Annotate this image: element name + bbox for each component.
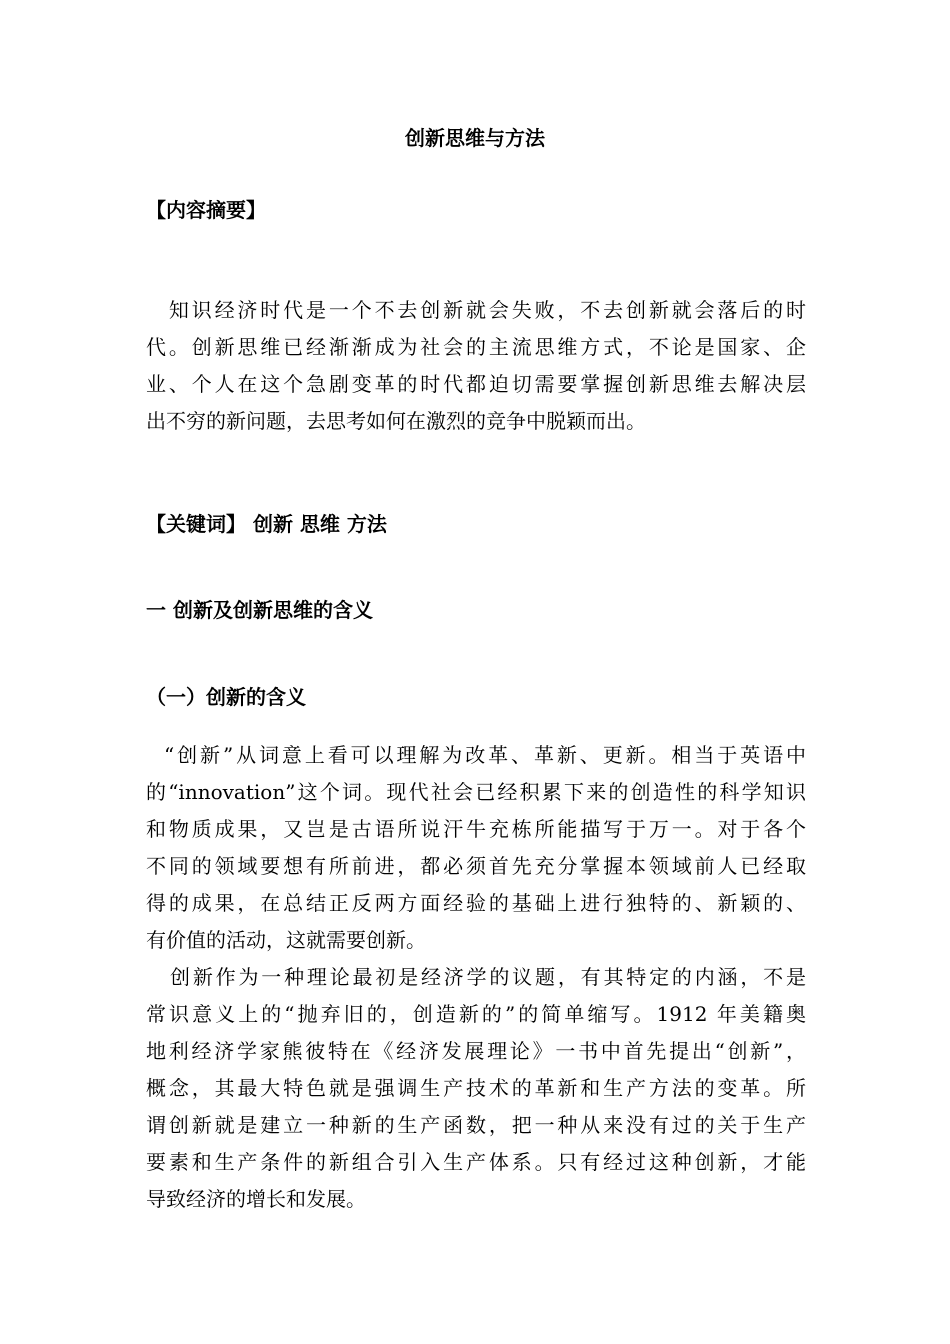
paragraph-line: 概念，其最大特色就是强调生产技术的革新和生产方法的变革。所 xyxy=(146,1076,806,1100)
paragraph-line: 的“innovation”这个词。现代社会已经积累下来的创造性的科学知识 xyxy=(146,780,806,804)
abstract-line: 出不穷的新问题，去思考如何在激烈的竞争中脱颖而出。 xyxy=(146,409,646,433)
abstract-heading: 【内容摘要】 xyxy=(146,198,266,222)
document-title: 创新思维与方法 xyxy=(405,126,545,150)
paragraph-line: 有价值的活动，这就需要创新。 xyxy=(146,928,426,952)
abstract-paragraph xyxy=(146,292,806,440)
paragraph-line: 导致经济的增长和发展。 xyxy=(146,1187,366,1211)
paragraph-line: 地利经济学家熊彼特在《经济发展理论》一书中首先提出“创新”， xyxy=(146,1039,806,1063)
subsection-heading: （一）创新的含义 xyxy=(146,685,306,709)
paragraph-line: 常识意义上的“抛弃旧的，创造新的”的简单缩写。1912 年美籍奥 xyxy=(146,1002,806,1026)
abstract-line: 知识经济时代是一个不去创新就会失败，不去创新就会落后的时 xyxy=(146,298,806,322)
body-paragraph-1 xyxy=(146,737,806,959)
body-paragraph-2 xyxy=(146,959,806,1218)
paragraph-line: “创新”从词意上看可以理解为改革、革新、更新。相当于英语中 xyxy=(164,743,806,767)
keywords-line: 【关键词】 创新 思维 方法 xyxy=(146,512,387,536)
paragraph-line: 不同的领域要想有所前进，都必须首先充分掌握本领域前人已经取 xyxy=(146,854,806,878)
abstract-line: 代。创新思维已经渐渐成为社会的主流思维方式，不论是国家、企 xyxy=(146,335,806,359)
paragraph-line: 得的成果，在总结正反两方面经验的基础上进行独特的、新颖的、 xyxy=(146,891,806,915)
paragraph-line: 创新作为一种理论最初是经济学的议题，有其特定的内涵，不是 xyxy=(170,965,806,989)
section-heading: 一 创新及创新思维的含义 xyxy=(146,598,373,622)
abstract-line: 业、个人在这个急剧变革的时代都迫切需要掌握创新思维去解决层 xyxy=(146,372,806,396)
paragraph-line: 和物质成果，又岂是古语所说汗牛充栋所能描写于万一。对于各个 xyxy=(146,817,806,841)
paragraph-line: 要素和生产条件的新组合引入生产体系。只有经过这种创新，才能 xyxy=(146,1150,806,1174)
paragraph-line: 谓创新就是建立一种新的生产函数，把一种从来没有过的关于生产 xyxy=(146,1113,806,1137)
